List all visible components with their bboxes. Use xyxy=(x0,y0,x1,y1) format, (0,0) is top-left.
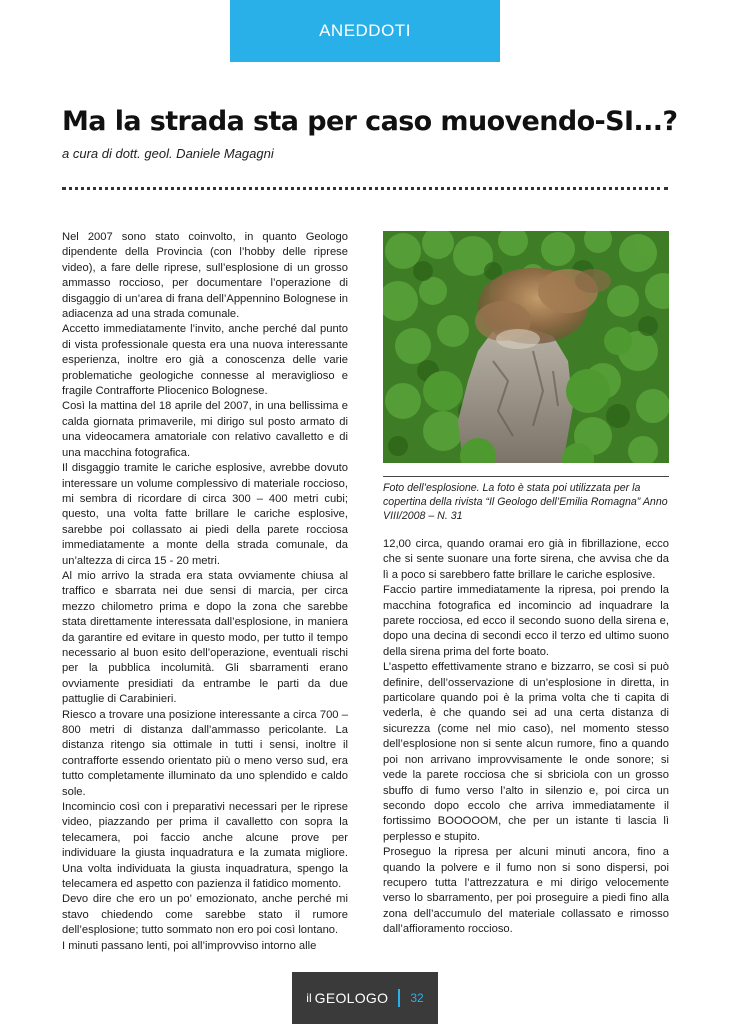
section-label xyxy=(230,0,500,62)
paragraph: Incomincio così con i preparativi necessari per le riprese video, piazzando per prima il cavalletto con sopra la telecamera, poi faccio anche alcune prove per individuare la giusta inquadratura e la zumata migliore. Una volta individuata la giusta inquadratura, spengo la telecamera ed aspetto con pazienza il fatidico momento. xyxy=(62,801,348,891)
left-column xyxy=(62,230,348,954)
paragraph: Al mio arrivo la strada era stata ovviamente chiusa al traffico e sbarrata nei due sensi di marcia, per circa mezzo chilometro prima e dopo la zona che sarebbe stata direttamente interessata dall’esplosione, in maniera da garantire ed evitare in questo modo, per tutto il tempo necessario al buon esito dell’operazione, eventuali rischi per la pubblica incolumità. Gli sbarramenti erano ovviamente presidiati da entrambe le parti da due pattuglie di Carabinieri. xyxy=(62,569,348,706)
explosion-photo xyxy=(383,231,669,463)
page-footer xyxy=(292,972,438,1024)
paragraph: Nel 2007 sono stato coinvolto, in quanto Geologo dipendente della Provincia (con l’hobby delle riprese video), a fare delle riprese, sull’esplosione di un grosso ammasso roccioso, per documentare l’operazione di disgaggio di un’area di frana dell’Appennino Bolognese in adiacenza ad una strada comunale. xyxy=(62,231,348,321)
paragraph: Riesco a trovare una posizione interessante a circa 700 – 800 metri di distanza dall’ammasso pericolante. La distanza ritengo sia ottimale in tutti i sensi, inoltre il contrafforte essendo orientato più o meno verso sud, era tutto completamente illuminato da uno splendido e caldo sole. xyxy=(62,708,348,798)
paragraph: L’aspetto effettivamente strano e bizzarro, se così si può definire, dell’osservazione di un’esplosione in diretta, in particolare quando poi è la prima volta che ti capita di vederla, è che quando sei ad una certa distanza di sicurezza (come nel mio caso), nel momento stesso dell’esplosione non si sente alcun rumore, fino a quando poi non arrivano improvvisamente le onde sonore; si vede la parete rocciosa che si sbriciola con un grosso sbuffo di fumo verso l’alto in silenzio e, poi circa un secondo dopo eccolo che arriva immediatamente il fortissimo BOOOOOM, che per un istante ti lascia lì perplesso e stupito. xyxy=(383,661,669,843)
paragraph: Accetto immediatamente l’invito, anche perché dal punto di vista professionale questa era una nuova interessante esperienza, inoltre ero già a conoscenza delle varie problematiche geologiche connesse al meraviglioso e fragile Contrafforte Pliocenico Bolognese. xyxy=(62,323,348,398)
page-number: 32 xyxy=(410,991,424,1005)
paragraph: Proseguo la ripresa per alcuni minuti ancora, fino a quando la polvere e il fumo non si sono dispersi, poi recupero tutta l’attrezzatura e mi dirigo velocemente verso lo sbarramento, per poi proseguire a piedi fino alla zona dell’accumulo del materiale collassato e rimosso dall’affioramento roccioso. xyxy=(383,846,669,936)
section-label-text: ANEDDOTI xyxy=(319,21,411,40)
magazine-prefix: il xyxy=(306,991,312,1005)
dotted-divider xyxy=(62,187,668,190)
paragraph: Così la mattina del 18 aprile del 2007, in una bellissima e calda giornata primaverile, mi dirigo sul posto armato di una videocamera amatoriale con relativo cavalletto e di una macchina fotografica. xyxy=(62,400,348,459)
article-title: Ma la strada sta per caso muovendo-SI...? xyxy=(62,106,678,137)
paragraph: Il disgaggio tramite le cariche esplosive, avrebbe dovuto interessare un volume complessivo di materiale roccioso, mi sembra di ricordare di circa 300 – 400 metri cubi; questo, una volta fatte brillare le cariche esplosive, sarebbe poi collassato ai piedi della parete rocciosa immediatamente a monte della strada comunale, da un’altezza di circa 15 - 20 metri. xyxy=(62,462,348,567)
article-byline: a cura di dott. geol. Daniele Magagni xyxy=(62,146,274,161)
paragraph: I minuti passano lenti, poi all’improvviso intorno alle xyxy=(62,939,317,952)
footer-separator xyxy=(398,989,400,1007)
paragraph: Faccio partire immediatamente la ripresa, poi prendo la macchina fotografica ed incomincio ad inquadrare la parete rocciosa, ed ecco il secondo suono della sirena e, dopo una decina di secondi ecco il terzo ed ultimo suono della sirena prima del forte boato. xyxy=(383,584,669,658)
right-column xyxy=(383,537,669,938)
explosion-photo-graphic xyxy=(383,231,669,463)
paragraph: Devo dire che ero un po’ emozionato, anche perché mi stavo chiedendo come sarebbe stato il rumore dell’esplosione; tutto sommato non ero poi così lontano. xyxy=(62,893,348,937)
photo-caption: Foto dell’esplosione. La foto è stata poi utilizzata per la copertina della rivista “Il Geologo dell’Emilia Romagna” Anno VIII/2008 – N. 31 xyxy=(383,482,668,522)
caption-divider xyxy=(383,476,669,477)
paragraph: 12,00 circa, quando oramai ero già in fibrillazione, ecco che si sente suonare una forte sirena, che avvisa che da lì a poco si sarebbero fatte brillare le cariche esplosive. xyxy=(383,538,669,581)
magazine-name: GEOLOGO xyxy=(314,990,389,1006)
